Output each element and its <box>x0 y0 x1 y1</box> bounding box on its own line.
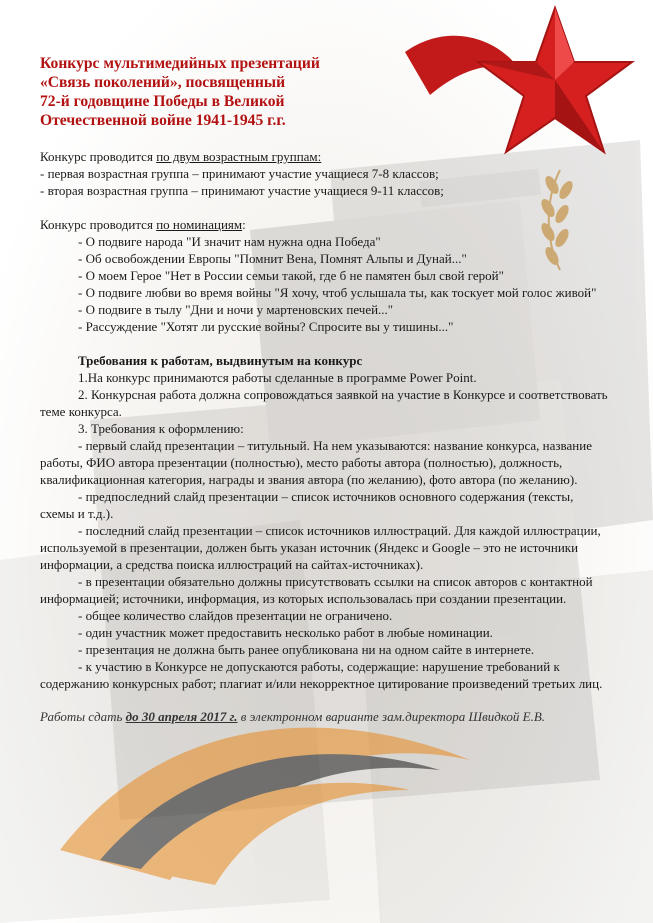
requirements-section <box>40 352 610 692</box>
age-group-item: - первая возрастная группа – принимают участие учащиеся 7-8 классов; <box>40 166 439 181</box>
requirement-item: 2. Конкурсная работа должна сопровождаться заявкой на участие в Конкурсе и соответствовать теме конкурса. <box>40 387 608 419</box>
flyer-content <box>40 54 610 725</box>
requirement-item: - предпоследний слайд презентации – список источников основного содержания (тексты, схемы и т.д.). <box>40 489 574 521</box>
nomination-item: - О подвиге любви во время войны "Я хочу, чтоб услышала ты, как тоскует мой голос живой" <box>78 285 597 300</box>
requirement-item: - в презентации обязательно должны присутствовать ссылки на список авторов с контактной информацией; источники, информация, из которых использовалась при создании презентации. <box>40 574 593 606</box>
nomination-item: - О моем Герое "Нет в России семьи такой, где б не памятен был свой герой" <box>78 268 504 283</box>
submission-note-rest: в электронном варианте зам.директора Швидкой Е.В. <box>237 709 546 724</box>
requirement-item: - общее количество слайдов презентации не ограничено. <box>78 608 393 623</box>
requirement-item: 3. Требования к оформлению: <box>78 421 244 436</box>
requirements-heading: Требования к работам, выдвинутым на конкурс <box>78 353 363 368</box>
nominations-intro <box>40 216 610 233</box>
requirement-item: 1.На конкурс принимаются работы сделанные в программе Power Point. <box>78 370 477 385</box>
title-line-1: Конкурс мультимедийных презентаций <box>40 55 320 72</box>
requirement-item: - последний слайд презентации – список источников иллюстраций. Для каждой иллюстрации, используемой в презентации, должен быть указан источник (Яндекс и Google – это не источники информации, а средства поиска иллюстраций на сайтах-источниках). <box>40 523 601 572</box>
nominations-intro-colon: : <box>242 217 246 232</box>
nomination-item: - О подвиге народа "И значит нам нужна одна Победа" <box>78 234 381 249</box>
requirement-item: - к участию в Конкурсе не допускаются работы, содержащие: нарушение требований к содержанию конкурсных работ; плагиат и/или некорректное цитирование произведений третьих лиц. <box>40 659 603 691</box>
age-groups-intro <box>40 148 610 165</box>
title-line-4: Отечественной войне 1941-1945 г.г. <box>40 112 286 129</box>
title-line-2: «Связь поколений», посвященный <box>40 74 286 91</box>
nominations-intro-underlined: по номинациям <box>156 217 243 232</box>
nomination-item: - О подвиге в тылу "Дни и ночи у мартеновских печей..." <box>78 302 394 317</box>
nomination-item: - Рассуждение "Хотят ли русские войны? Спросите вы у тишины..." <box>78 319 454 334</box>
requirement-item: - первый слайд презентации – титульный. На нем указываются: название конкурса, название работы, ФИО автора презентации (полностью), место работы автора (полностью), должность, квалификационная категория, награды и звания автора (по желанию), фото автора (по желанию). <box>40 438 592 487</box>
age-groups-section <box>40 148 610 199</box>
st-george-ribbon-icon <box>60 728 470 885</box>
age-groups-intro-underlined: по двум возрастным группам: <box>156 149 322 164</box>
nomination-item: - Об освобождении Европы "Помнит Вена, Помнят Альпы и Дунай..." <box>78 251 467 266</box>
submission-note <box>40 708 610 725</box>
nominations-section <box>40 216 610 335</box>
nominations-intro-text: Конкурс проводится <box>40 217 157 232</box>
requirement-item: - один участник может предоставить несколько работ в любые номинации. <box>78 625 493 640</box>
requirement-item: - презентация не должна быть ранее опубликована ни на одном сайте в интернете. <box>78 642 535 657</box>
page-title <box>40 54 610 130</box>
age-groups-intro-text: Конкурс проводится <box>40 149 157 164</box>
age-group-item: - вторая возрастная группа – принимают участие учащиеся 9-11 классов; <box>40 183 444 198</box>
title-line-3: 72-й годовщине Победы в Великой <box>40 93 285 110</box>
submission-note-text: Работы сдать <box>40 709 126 724</box>
submission-deadline: до 30 апреля 2017 г. <box>125 709 238 724</box>
